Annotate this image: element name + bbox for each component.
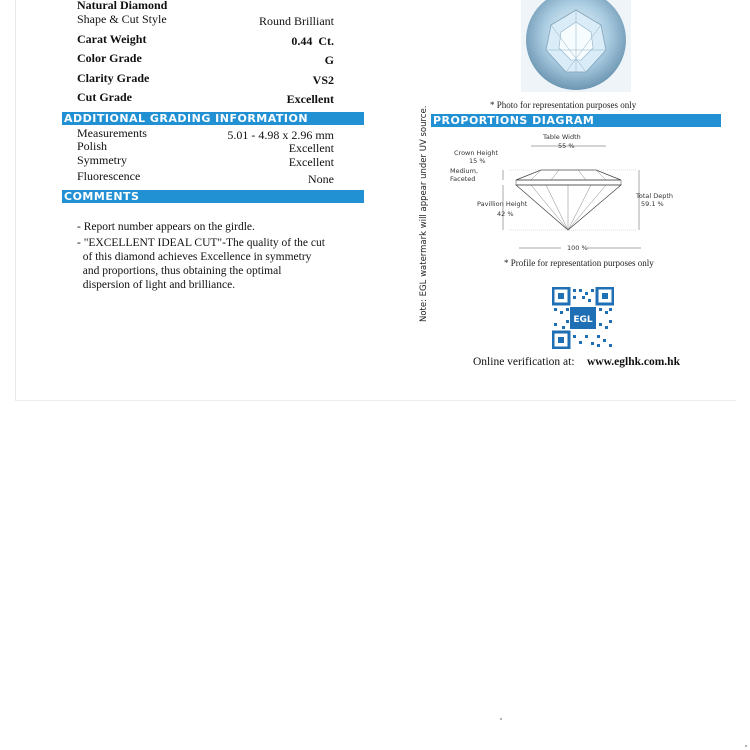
comment-line-1: - Report number appears on the girdle. xyxy=(77,221,255,233)
fluorescence-value: None xyxy=(308,172,334,186)
crown-height-label: Crown Height xyxy=(454,149,499,157)
cut-label: Cut Grade xyxy=(77,90,132,104)
comment-line-2: - "EXCELLENT IDEAL CUT"-The quality of the cut xyxy=(77,237,325,249)
proportions-header: PROPORTIONS DIAGRAM xyxy=(431,114,721,127)
scan-speck xyxy=(745,745,747,747)
scan-speck xyxy=(500,718,502,720)
proportions-diagram xyxy=(431,128,721,256)
total-depth-label: Total Depth xyxy=(636,192,674,200)
fluorescence-label: Fluorescence xyxy=(77,169,141,183)
clarity-value: VS2 xyxy=(312,73,334,87)
grading-title: Natural Diamond xyxy=(77,0,168,12)
carat-label: Carat Weight xyxy=(77,32,147,46)
table-width-label: Table Width xyxy=(543,133,581,141)
comment-line-4: and proportions, thus obtaining the optimal xyxy=(77,265,282,277)
certificate-page xyxy=(15,0,736,401)
polish-label: Polish xyxy=(77,139,108,153)
verification-label: Online verification at: xyxy=(473,356,575,368)
symmetry-value: Excellent xyxy=(288,155,334,169)
girdle-label-2: Faceted xyxy=(450,175,476,183)
pavilion-height-value: 42 % xyxy=(497,210,514,218)
comment-line-5: dispersion of light and brilliance. xyxy=(77,279,236,291)
crown-height-value: 15 % xyxy=(469,157,486,165)
diamond-photo-icon xyxy=(521,0,631,92)
symmetry-label: Symmetry xyxy=(77,153,127,167)
diameter-value: 100 % xyxy=(567,244,588,252)
color-value: G xyxy=(324,53,334,67)
carat-value: 0.44 Ct. xyxy=(291,34,334,48)
shape-value: Round Brilliant xyxy=(259,14,334,28)
cut-value: Excellent xyxy=(286,92,334,106)
shape-label: Shape & Cut Style xyxy=(77,12,167,26)
total-depth-value: 59.1 % xyxy=(641,200,664,208)
comment-line-3: of this diamond achieves Excellence in symmetry xyxy=(77,251,312,263)
polish-value: Excellent xyxy=(288,141,334,155)
color-label: Color Grade xyxy=(77,51,142,65)
table-width-value: 55 % xyxy=(558,142,575,150)
verification-url[interactable]: www.eglhk.com.hk xyxy=(587,356,680,368)
qr-logo-text: EGL xyxy=(573,315,593,325)
clarity-label: Clarity Grade xyxy=(77,71,150,85)
additional-grading-header: ADDITIONAL GRADING INFORMATION xyxy=(62,112,364,125)
photo-note: * Photo for representation purposes only xyxy=(490,100,637,110)
measurements-label: Measurements xyxy=(77,126,147,140)
qr-code-icon xyxy=(552,287,614,349)
uv-watermark-note: Note: EGL watermark will appear under UV source. xyxy=(419,105,429,322)
measurements-value: 5.01 - 4.98 x 2.96 mm xyxy=(227,128,334,142)
comments-header: COMMENTS xyxy=(62,190,364,203)
girdle-label-1: Medium, xyxy=(450,167,479,175)
pavilion-height-label: Pavillion Height xyxy=(477,200,528,208)
profile-note: * Profile for representation purposes only xyxy=(504,258,654,268)
